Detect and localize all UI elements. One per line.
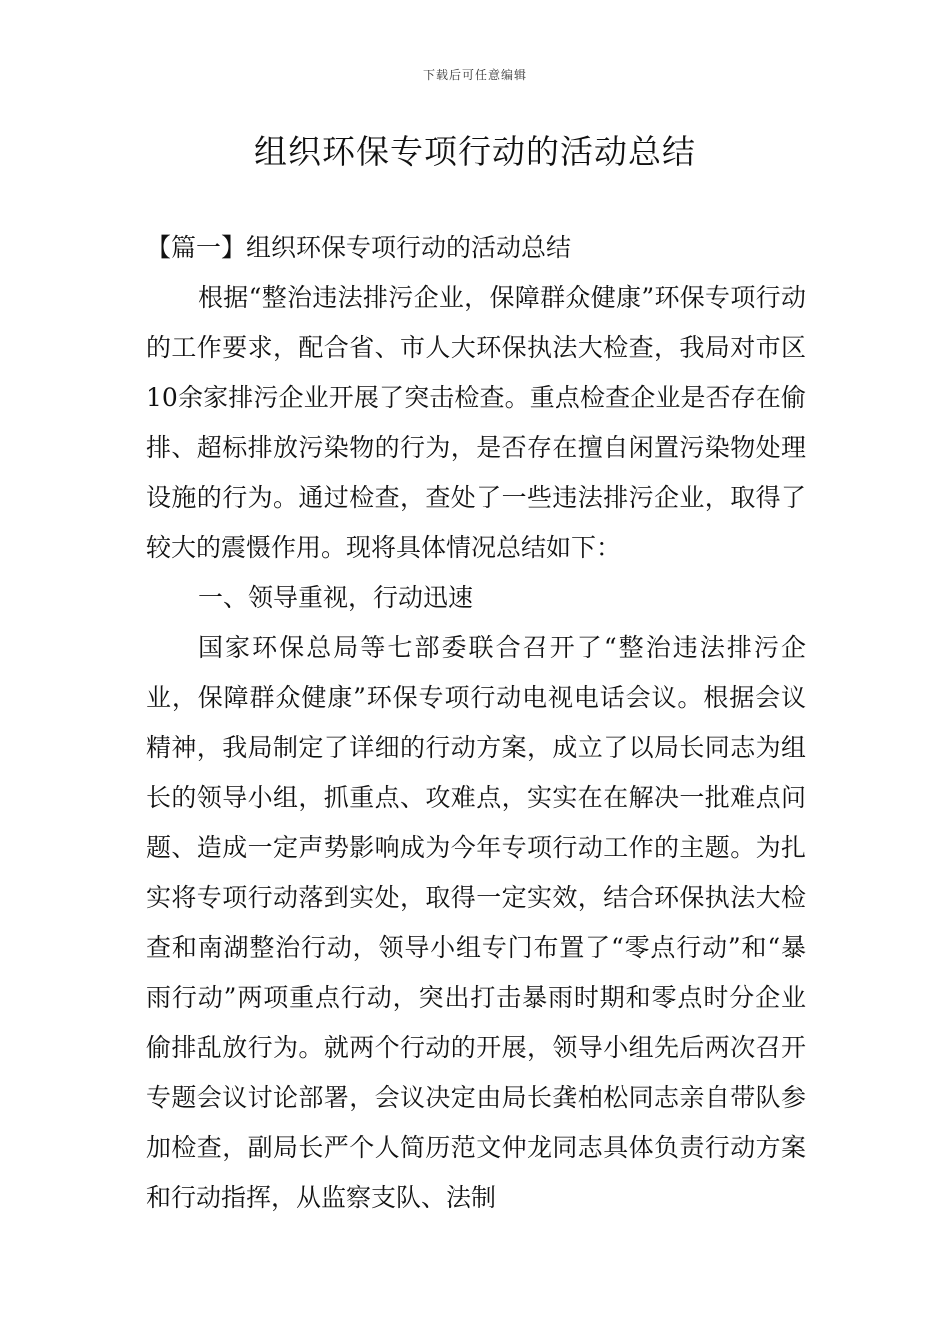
paragraph-body: 国家环保总局等七部委联合召开了“整治违法排污企业，保障群众健康”环保专项行动电视电话会议。根据会议精神，我局制定了详细的行动方案，成立了以局长同志为组长的领导小组，抓重点、攻难点，实实在在解决一批难点问题、造成一定声势影响成为今年专项行动工作的主题。为扎实将专项行动落到实处，取得一定实效，结合环保执法大检查和南湖整治行动，领导小组专门布置了“零点行动”和“暴雨行动”两项重点行动，突出打击暴雨时期和零点时分企业偷排乱放行为。就两个行动的开展，领导小组先后两次召开专题会议讨论部署，会议决定由局长龚柏松同志亲自带队参加检查，副局长严个人简历范文仲龙同志具体负责行动方案和行动指挥，从监察支队、法制 (146, 633, 806, 1212)
document-title: 组织环保专项行动的活动总结 (254, 132, 696, 171)
header-note: 下载后可任意编辑 (422, 68, 527, 82)
paragraph-intro: 根据“整治违法排污企业，保障群众健康”环保专项行动的工作要求，配合省、市人大环保执法大检查，我局对市区10余家排污企业开展了突击检查。重点检查企业是否存在偷排、超标排放污染物的行为，是否存在擅自闲置污染物处理设施的行为。通过检查，查处了一些违法排污企业，取得了较大的震慑作用。现将具体情况总结如下： (146, 283, 806, 562)
paragraph-subheading: 一、领导重视，行动迅速 (198, 583, 474, 612)
section-heading: 【篇一】组织环保专项行动的活动总结 (146, 233, 572, 262)
document-body (146, 223, 806, 1223)
